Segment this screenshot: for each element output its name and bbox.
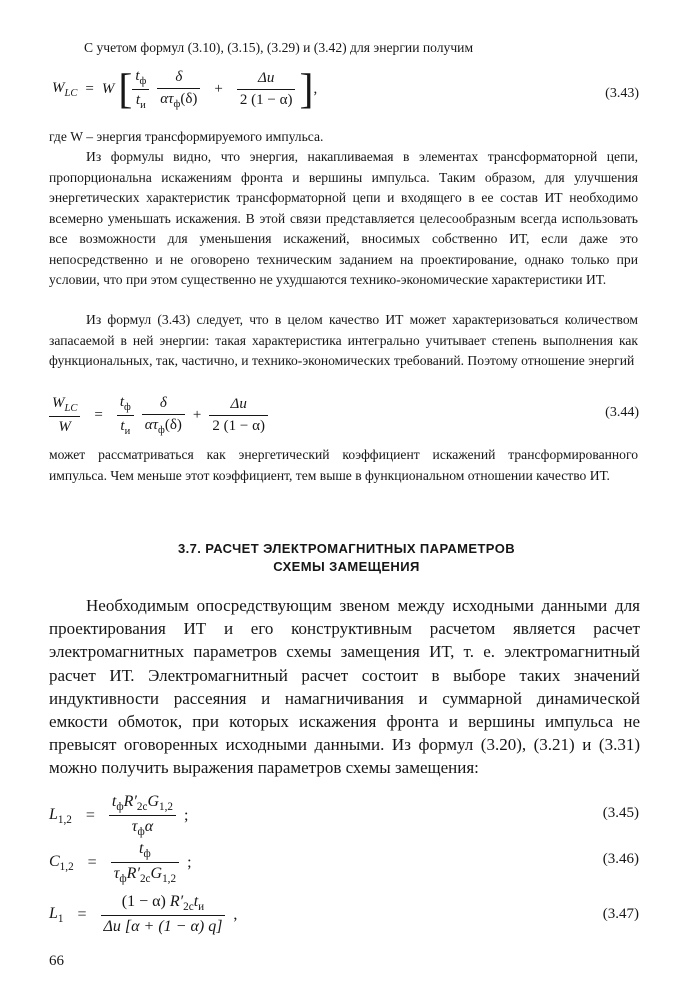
equation-number-3-45: (3.45) <box>602 805 639 821</box>
section-heading-line-1: 3.7. РАСЧЕТ ЭЛЕКТРОМАГНИТНЫХ ПАРАМЕТРОВ <box>177 541 515 556</box>
equals-sign: = <box>85 806 95 824</box>
paragraph-4 <box>49 594 640 780</box>
paragraph-4-text: Необходимым опосредствующим звеном между исходными данными для проектирования ИТ и его конструктивным расчетом является расчет электромагнитных параметров схемы замещения ИТ, т. е. электромагнитный расчет ИТ. Электромагнитный расчет состоит в выборе таких значений индуктивности рассеяния и намагничивания и суммарной динамической емкости обмоток, при которых искажения фронта и вершины импульса не превысят оговоренных исходными данными. Из формул (3.20), (3.21) и (3.31) можно получить выражения параметров схемы замещения: <box>49 596 640 778</box>
paragraph-3-text: может рассматриваться как энергетический коэффициент искажений трансформированного импульса. Чем меньше этот коэффициент, тем выше в функциональном отношении качество ИТ. <box>49 447 638 483</box>
equation-3-46 <box>49 840 192 885</box>
eq-semicolon: ; <box>184 806 189 824</box>
intro-text: С учетом формул (3.10), (3.15), (3.29) и (3.42) для энергии получим <box>84 40 474 55</box>
equation-3-45 <box>49 793 188 838</box>
eq-lhs: $C_{1,2}$ <box>49 852 74 873</box>
equals-sign: = <box>87 853 97 871</box>
fraction-delta: $\frac{\delta}{\alpha\tau_ф(\delta)}$ <box>157 69 200 110</box>
page-number: 66 <box>49 953 64 969</box>
fraction-du: $\frac{\Delta u}{2 (1 - \alpha)}$ <box>237 70 296 109</box>
equals-sign: = <box>94 407 103 423</box>
eq-comma: , <box>313 81 318 97</box>
plus-sign: + <box>214 81 223 97</box>
equation-number-3-47: (3.47) <box>602 906 639 922</box>
equation-number-3-43: (3.43) <box>605 86 639 101</box>
plus-sign: + <box>192 407 202 423</box>
section-heading-line-2: СХЕМЫ ЗАМЕЩЕНИЯ <box>273 559 420 574</box>
fraction-du: $\frac{\Delta u}{2 (1 - \alpha)}$ <box>209 396 268 435</box>
where-line: где W – энергия трансформируемого импульса. <box>49 129 324 144</box>
paragraph-2 <box>49 310 638 372</box>
equation-3-43 <box>52 68 317 111</box>
eq-lhs: $L_1$ <box>49 904 64 925</box>
left-bracket: [ <box>118 66 133 113</box>
equation-number-3-46: (3.46) <box>602 851 639 867</box>
equals-sign: = <box>77 905 87 923</box>
paragraph-2-text: Из формул (3.43) следует, что в целом качество ИТ может характеризоваться количеством запасаемой в ней энергии: такая характеристика интегрально учитывает степень выполнения как функциональных, так, частично, и технико-экономических требований. Поэтому отношение энергий <box>49 312 638 368</box>
paragraph-3 <box>49 445 638 486</box>
eq-comma: , <box>233 905 238 923</box>
eq-factor: W <box>101 81 115 97</box>
paragraph-1 <box>49 147 638 291</box>
fraction-c12: $\frac{t_ф}{\tau_фR'_{2с}G_{1,2}}$ <box>111 840 179 885</box>
fraction-tf-ti: $\frac{t_ф}{t_и}$ <box>117 394 134 437</box>
eq-lhs: $W_{LC}$ <box>52 80 78 99</box>
eq-semicolon: ; <box>187 853 192 871</box>
fraction-l1: $\frac{(1 - \alpha) R'_{2с}t_и}{\Delta u [\alpha + (1 - \alpha) q]}$ <box>101 893 226 936</box>
right-bracket: ] <box>299 66 314 113</box>
equals-sign: = <box>85 81 94 97</box>
paragraph-1-text: Из формулы видно, что энергия, накапливаемая в элементах трансформаторной цепи, пропорциональна искажениям фронта и вершины импульса. Таким образом, для улучшения энергетических характеристик трансформаторной цепи и входящего в ее состав ИТ необходимо всемерно уменьшать искажения. В этой связи представляется целесообразным всегда использовать все возможности для уменьшения искажений, вносимых собственно ИТ, если даже это непосредственно и не оговорено техническим заданием на проектирование, однако только при условии, что при этом существенно не ухудшаются технико-экономические характеристики ИТ. <box>49 149 638 287</box>
equation-3-47 <box>49 893 237 936</box>
equation-3-44 <box>49 394 268 437</box>
fraction-tf-ti: $\frac{t_ф}{t_и}$ <box>132 68 149 111</box>
equation-number-3-44: (3.44) <box>605 405 639 420</box>
fraction-delta: $\frac{\delta}{\alpha\tau_ф(\delta)}$ <box>142 395 185 436</box>
fraction-l12: $\frac{t_фR'_{2с}G_{1,2}}{\tau_ф\alpha}$ <box>109 793 176 838</box>
eq-lhs: $L_{1,2}$ <box>49 805 72 826</box>
fraction-wlc-w: $\frac{W_{LC}}{W}$ <box>49 395 80 436</box>
